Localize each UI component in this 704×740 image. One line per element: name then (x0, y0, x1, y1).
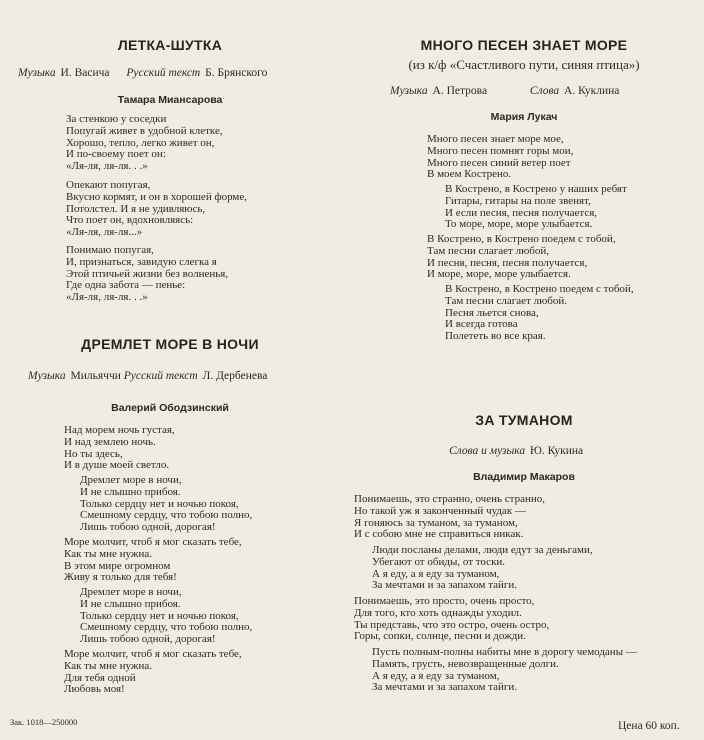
song-credits (390, 85, 619, 97)
verse-line: За мечтами и за запахом тайги. (372, 579, 518, 592)
song-credits (18, 67, 267, 79)
verse-line: «Ля-ля, ля-ля. . .» (66, 291, 148, 304)
credit-role: Музыка (390, 85, 428, 97)
verse-line: Вкусно кормят, и он в хорошей форме, (66, 190, 248, 203)
verse-line: Для того, кто хоть однажды уходил. (354, 606, 522, 619)
print-order-number: Зак. 1018—250000 (10, 717, 78, 727)
verse-line: Море молчит, чтоб я мог сказать тебе, (64, 536, 242, 548)
stanza (66, 245, 228, 304)
verse-line: Но такой уж я законченный чудак — (354, 504, 526, 517)
verse-line: В этом мире огромном (64, 559, 171, 572)
verse-line: Этой птичьей жизни без волненья, (66, 267, 229, 280)
song-credits (28, 370, 267, 382)
verse-line: В Кострено, в Кострено у наших ребят (445, 183, 627, 195)
verse-line: Любовь моя! (64, 683, 125, 696)
verse-line: Там песни слагает любой. (445, 294, 568, 307)
verse-line: Дремлет море в ночи, (80, 474, 182, 486)
stanza (64, 537, 242, 584)
singer-name: Владимир Макаров (473, 471, 575, 483)
verse-line: Понимаю попугая, (66, 244, 154, 256)
stanza (354, 596, 549, 643)
verse-line: Смешному сердцу, что тобою полно, (80, 621, 253, 634)
verse-line: Много песен синий ветер поет (427, 156, 571, 169)
verse-line: В Кострено, в Кострено поедем с тобой, (445, 283, 634, 295)
credit-role: Слова и музыка (449, 445, 526, 457)
verse-line: В моем Кострено. (427, 168, 512, 181)
verse-line: Понимаешь, это странно, очень странно, (354, 493, 545, 505)
verse-line: Полететь во все края. (445, 330, 546, 343)
verse-line: «Ля-ля, ля-ля. . .» (66, 160, 148, 173)
verse-line: За стенкою у соседки (66, 113, 167, 125)
verse-line: Но ты здесь, (64, 447, 123, 460)
stanza (80, 587, 252, 646)
song-title: ЛЕТКА-ШУТКА (117, 37, 223, 53)
verse-line: «Ля-ля, ля-ля...» (66, 226, 143, 239)
song-credits (449, 445, 583, 457)
verse-line: Море молчит, чтоб я мог сказать тебе, (64, 648, 242, 660)
credit-name: А. Петрова (432, 85, 488, 97)
verse-line: Где одна забота — пенье: (66, 279, 186, 292)
credit-name: Мильяччи (70, 370, 121, 382)
stanza (64, 425, 175, 472)
verse-line: Много песен знает море мое, (427, 133, 564, 145)
stanza (66, 180, 247, 239)
verse-line: И море, море, море улыбается. (427, 268, 571, 281)
verse-line: То море, море, море улыбается. (445, 218, 593, 231)
singer-name: Мария Лукач (490, 111, 558, 123)
verse-line: Ты представь, что это остро, очень остро, (354, 618, 550, 631)
verse-line: А я еду, а я еду за туманом, (372, 567, 500, 580)
verse-line: Потолстел. И я не удивляюсь, (66, 202, 206, 215)
verse-line: Над морем ночь густая, (64, 424, 175, 436)
verse-line: Песня льется снова, (445, 306, 539, 319)
credit-role: Слова (529, 85, 560, 97)
verse-line: И песня, песня, песня получается, (427, 256, 588, 269)
verse-line: Опекают попугая, (66, 179, 151, 191)
verse-line: И в душе моей светло. (64, 459, 170, 472)
credit-role: Музыка (28, 370, 66, 382)
verse-line: Гитары, гитары на поле звенят, (445, 194, 591, 207)
verse-line: А я еду, а я еду за туманом, (372, 669, 500, 682)
singer-name: Валерий Ободзинский (111, 402, 229, 414)
credit-role: Русский текст (123, 370, 198, 382)
verse-line: И всегда готова (445, 318, 518, 331)
verse-line: Дремлет море в ночи, (80, 586, 182, 598)
verse-line: Как ты мне нужна. (64, 659, 152, 672)
stanza (427, 234, 616, 281)
verse-line: Люди посланы делами, люди едут за деньгами, (372, 544, 593, 556)
credit-name: А. Куклина (564, 85, 620, 97)
stanza (372, 545, 593, 592)
stanza (354, 494, 545, 541)
singer-name: Тамара Миансарова (117, 94, 223, 106)
verse-line: Горы, сопки, солнце, песни и дожди. (354, 630, 526, 643)
verse-line: И по-своему поет он: (66, 148, 166, 161)
verse-line: Смешному сердцу, что тобою полно, (80, 509, 253, 522)
verse-line: Попугай живет в удобной клетке, (66, 124, 223, 137)
verse-line: И не слышно прибоя. (80, 485, 181, 498)
verse-line: Убегают от обиды, от тоски. (372, 555, 506, 568)
verse-line: И если песня, песня получается, (445, 206, 598, 219)
verse-line: И, признаться, завидую слегка я (66, 255, 217, 268)
credit-name: Ю. Кукина (530, 445, 584, 457)
verse-line: И с собою мне не справиться никак. (354, 528, 524, 541)
stanza (372, 647, 637, 694)
verse-line: Много песен помнят горы мои, (427, 144, 574, 157)
verse-line: Лишь тобою одной, дорогая! (80, 633, 216, 646)
stanza (427, 134, 573, 181)
verse-line: Что поет он, вдохновляясь: (66, 214, 194, 227)
verse-line: Пусть полным-полны набиты мне в дорогу чемоданы — (372, 646, 637, 658)
stanza (66, 114, 223, 173)
verse-line: Для тебя одной (64, 671, 136, 684)
verse-line: И над землею ночь. (64, 435, 156, 448)
verse-line: Как ты мне нужна. (64, 547, 152, 560)
song-title: МНОГО ПЕСЕН ЗНАЕТ МОРЕ (420, 37, 628, 53)
song-title: ДРЕМЛЕТ МОРЕ В НОЧИ (81, 336, 259, 352)
stanza (445, 184, 627, 231)
verse-line: Там песни слагает любой, (427, 244, 550, 257)
credit-role: Русский текст (126, 67, 201, 79)
credit-name: Л. Дербенева (202, 370, 268, 382)
verse-line: Только сердцу нет и ночью покоя, (80, 609, 239, 622)
verse-line: Лишь тобою одной, дорогая! (80, 521, 216, 534)
verse-line: В Кострено, в Кострено поедем с тобой, (427, 233, 616, 245)
credit-role: Музыка (18, 67, 56, 79)
song-subtitle: (из к/ф «Счастливого пути, синяя птица») (408, 57, 640, 72)
verse-line: Я гоняюсь за туманом, за туманом, (354, 516, 518, 529)
song-title: ЗА ТУМАНОМ (475, 412, 573, 428)
verse-line: Понимаешь, это просто, очень просто, (354, 595, 535, 607)
verse-line: И не слышно прибоя. (80, 597, 181, 610)
verse-line: Хорошо, тепло, легко живет он, (66, 136, 215, 149)
stanza (80, 475, 252, 534)
credit-name: И. Васича (60, 67, 110, 79)
stanza (64, 649, 242, 696)
credit-name: Б. Брянского (205, 67, 268, 79)
verse-line: За мечтами и за запахом тайги. (372, 681, 518, 694)
verse-line: Живу я только для тебя! (64, 571, 177, 584)
verse-line: Только сердцу нет и ночью покоя, (80, 497, 239, 510)
stanza (445, 284, 634, 343)
price-label: Цена 60 коп. (618, 720, 680, 732)
verse-line: Память, грусть, невозвращенные долги. (372, 657, 559, 670)
